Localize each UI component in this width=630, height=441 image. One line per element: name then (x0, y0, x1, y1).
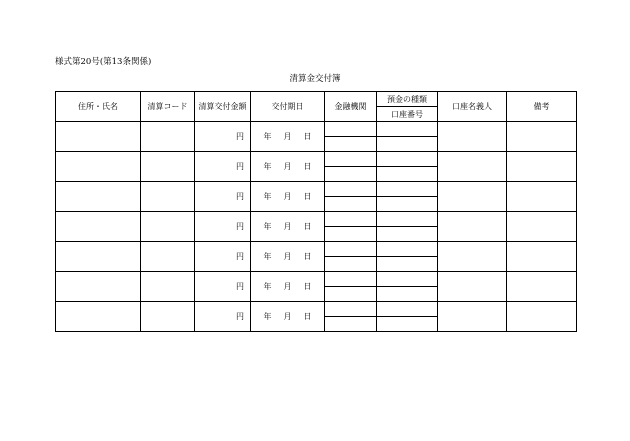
remarks-cell[interactable] (507, 122, 577, 152)
table-row (56, 152, 577, 167)
deposit-type-cell[interactable] (377, 302, 438, 317)
bank-cell-upper[interactable] (325, 212, 377, 227)
address-name-cell[interactable] (56, 272, 141, 302)
address-name-cell[interactable] (56, 182, 141, 212)
bank-cell-upper[interactable] (325, 152, 377, 167)
yen-label: 円 (236, 312, 244, 321)
yen-label: 円 (236, 222, 244, 231)
day-label: 日 (303, 192, 312, 201)
address-name-cell[interactable] (56, 212, 141, 242)
remarks-cell[interactable] (507, 152, 577, 182)
account-number-cell[interactable] (377, 287, 438, 302)
amount-cell[interactable] (195, 152, 251, 182)
deposit-type-cell[interactable] (377, 242, 438, 257)
payment-date-cell[interactable] (251, 302, 325, 332)
form-number: 様式第20号(第13条関係) (55, 57, 152, 67)
account-number-cell[interactable] (377, 197, 438, 212)
bank-cell-lower[interactable] (325, 287, 377, 302)
account-holder-cell[interactable] (438, 122, 507, 152)
account-number-cell[interactable] (377, 137, 438, 152)
amount-cell[interactable] (195, 302, 251, 332)
day-label: 日 (303, 312, 312, 321)
remarks-cell[interactable] (507, 212, 577, 242)
account-number-cell[interactable] (377, 257, 438, 272)
header-bank: 金融機関 (325, 92, 377, 122)
settlement-code-cell[interactable] (141, 272, 195, 302)
payment-date-cell[interactable] (251, 242, 325, 272)
year-label: 年 (263, 282, 272, 291)
bank-cell-lower[interactable] (325, 227, 377, 242)
account-number-cell[interactable] (377, 167, 438, 182)
bank-cell-upper[interactable] (325, 302, 377, 317)
bank-cell-upper[interactable] (325, 182, 377, 197)
day-label: 日 (303, 132, 312, 141)
header-settlement-code: 清算コード (141, 92, 195, 122)
address-name-cell[interactable] (56, 152, 141, 182)
account-number-cell[interactable] (377, 317, 438, 332)
yen-label: 円 (236, 252, 244, 261)
bank-cell-lower[interactable] (325, 137, 377, 152)
settlement-ledger-table (55, 91, 577, 332)
settlement-code-cell[interactable] (141, 122, 195, 152)
table-header (56, 92, 577, 122)
table-row (56, 182, 577, 197)
header-amount: 清算交付金額 (195, 92, 251, 122)
bank-cell-upper[interactable] (325, 272, 377, 287)
table-row (56, 302, 577, 317)
remarks-cell[interactable] (507, 242, 577, 272)
account-holder-cell[interactable] (438, 302, 507, 332)
account-holder-cell[interactable] (438, 152, 507, 182)
deposit-type-cell[interactable] (377, 152, 438, 167)
address-name-cell[interactable] (56, 302, 141, 332)
account-holder-cell[interactable] (438, 272, 507, 302)
amount-cell[interactable] (195, 122, 251, 152)
year-label: 年 (263, 252, 272, 261)
yen-label: 円 (236, 132, 244, 141)
account-holder-cell[interactable] (438, 212, 507, 242)
amount-cell[interactable] (195, 272, 251, 302)
bank-cell-lower[interactable] (325, 197, 377, 212)
remarks-cell[interactable] (507, 182, 577, 212)
form-title: 清算金交付簿 (289, 74, 341, 84)
year-label: 年 (263, 162, 272, 171)
settlement-code-cell[interactable] (141, 302, 195, 332)
settlement-code-cell[interactable] (141, 152, 195, 182)
bank-cell-lower[interactable] (325, 167, 377, 182)
settlement-code-cell[interactable] (141, 182, 195, 212)
bank-cell-lower[interactable] (325, 317, 377, 332)
header-account-holder: 口座名義人 (438, 92, 507, 122)
month-label: 月 (283, 222, 292, 231)
address-name-cell[interactable] (56, 242, 141, 272)
month-label: 月 (283, 192, 292, 201)
bank-cell-upper[interactable] (325, 242, 377, 257)
day-label: 日 (303, 222, 312, 231)
table-row (56, 212, 577, 227)
payment-date-cell[interactable] (251, 122, 325, 152)
table-body (56, 122, 577, 332)
deposit-type-cell[interactable] (377, 212, 438, 227)
remarks-cell[interactable] (507, 302, 577, 332)
table-row (56, 242, 577, 257)
year-label: 年 (263, 132, 272, 141)
header-account-number: 口座番号 (377, 107, 438, 122)
payment-date-cell[interactable] (251, 272, 325, 302)
payment-date-cell[interactable] (251, 182, 325, 212)
month-label: 月 (283, 282, 292, 291)
settlement-code-cell[interactable] (141, 212, 195, 242)
amount-cell[interactable] (195, 212, 251, 242)
deposit-type-cell[interactable] (377, 122, 438, 137)
day-label: 日 (303, 162, 312, 171)
deposit-type-cell[interactable] (377, 272, 438, 287)
bank-cell-lower[interactable] (325, 257, 377, 272)
table-row (56, 122, 577, 137)
month-label: 月 (283, 312, 292, 321)
month-label: 月 (283, 132, 292, 141)
payment-date-cell[interactable] (251, 212, 325, 242)
address-name-cell[interactable] (56, 122, 141, 152)
account-holder-cell[interactable] (438, 242, 507, 272)
year-label: 年 (263, 192, 272, 201)
day-label: 日 (303, 282, 312, 291)
settlement-code-cell[interactable] (141, 242, 195, 272)
month-label: 月 (283, 162, 292, 171)
payment-date-cell[interactable] (251, 152, 325, 182)
account-number-cell[interactable] (377, 227, 438, 242)
account-holder-cell[interactable] (438, 182, 507, 212)
year-label: 年 (263, 222, 272, 231)
yen-label: 円 (236, 192, 244, 201)
remarks-cell[interactable] (507, 272, 577, 302)
yen-label: 円 (236, 282, 244, 291)
yen-label: 円 (236, 162, 244, 171)
header-deposit-type: 預金の種類 (377, 92, 438, 107)
day-label: 日 (303, 252, 312, 261)
bank-cell-upper[interactable] (325, 122, 377, 137)
month-label: 月 (283, 252, 292, 261)
header-address-name: 住所・氏名 (56, 92, 141, 122)
amount-cell[interactable] (195, 242, 251, 272)
deposit-type-cell[interactable] (377, 182, 438, 197)
header-remarks: 備考 (507, 92, 577, 122)
table-row (56, 272, 577, 287)
header-payment-date: 交付期日 (251, 92, 325, 122)
year-label: 年 (263, 312, 272, 321)
amount-cell[interactable] (195, 182, 251, 212)
